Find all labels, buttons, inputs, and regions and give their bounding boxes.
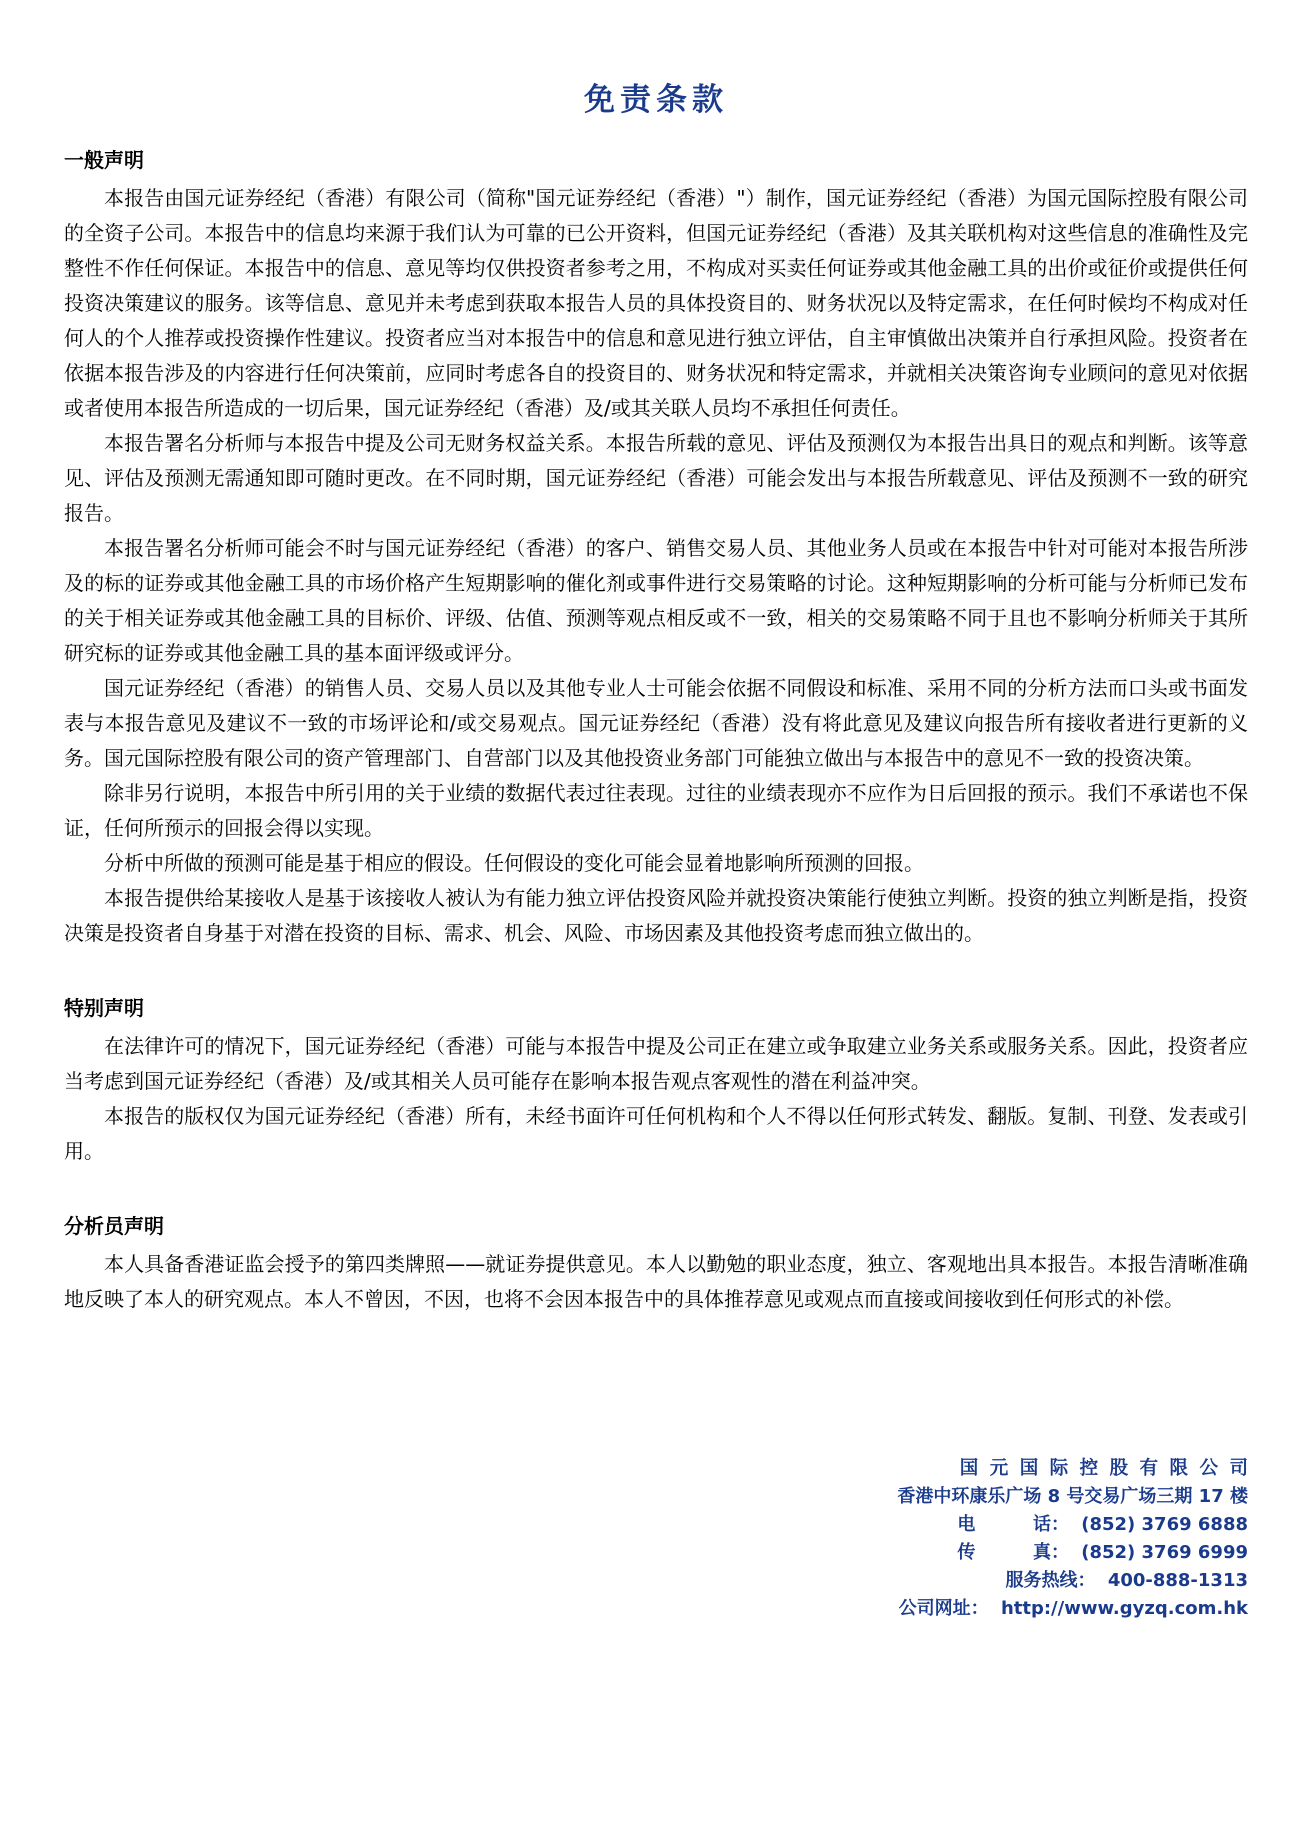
hotline-number: 400-888-1313	[1107, 1570, 1248, 1591]
paragraph: 本人具备香港证监会授予的第四类牌照——就证券提供意见。本人以勤勉的职业态度，独立、客观地出具本报告。本报告清晰准确地反映了本人的研究观点。本人不曾因，不因，也将不会因本报告中的具体推荐意见或观点而直接或间接收到任何形式的补偿。	[64, 1252, 1248, 1311]
fax-line	[64, 1539, 1248, 1567]
paragraph: 本报告署名分析师与本报告中提及公司无财务权益关系。本报告所载的意见、评估及预测仅为本报告出具日的观点和判断。该等意见、评估及预测无需通知即可随时更改。在不同时期，国元证券经纪（香港）可能会发出与本报告所载意见、评估及预测不一致的研究报告。	[64, 431, 1248, 525]
paragraph: 本报告由国元证券经纪（香港）有限公司（简称"国元证券经纪（香港）"）制作，国元证券经纪（香港）为国元国际控股有限公司的全资子公司。本报告中的信息均来源于我们认为可靠的已公开资料，但国元证券经纪（香港）及其关联机构对这些信息的准确性及完整性不作任何保证。本报告中的信息、意见等均仅供投资者参考之用，不构成对买卖任何证券或其他金融工具的出价或征价或提供任何投资决策建议的服务。该等信息、意见并未考虑到获取本报告人员的具体投资目的、财务状况以及特定需求，在任何时候均不构成对任何人的个人推荐或投资操作性建议。投资者应当对本报告中的信息和意见进行独立评估，自主审慎做出决策并自行承担风险。投资者在依据本报告涉及的内容进行任何决策前，应同时考虑各自的投资目的、财务状况和特定需求，并就相关决策咨询专业顾问的意见对依据或者使用本报告所造成的一切后果，国元证券经纪（香港）及/或其关联人员均不承担任何责任。	[64, 186, 1248, 420]
section-general-statement	[64, 145, 1248, 951]
page-title: 免责条款	[584, 82, 728, 118]
phone-line	[64, 1511, 1248, 1539]
paragraph: 本报告署名分析师可能会不时与国元证券经纪（香港）的客户、销售交易人员、其他业务人员或在本报告中针对可能对本报告所涉及的标的证券或其他金融工具的市场价格产生短期影响的催化剂或事件进行交易策略的讨论。这种短期影响的分析可能与分析师已发布的关于相关证券或其他金融工具的目标价、评级、估值、预测等观点相反或不一致，相关的交易策略不同于且也不影响分析师关于其所研究标的证券或其他金融工具的基本面评级或评分。	[64, 536, 1248, 665]
company-footer	[64, 1455, 1260, 1623]
phone-label	[957, 1511, 1069, 1539]
paragraph: 在法律许可的情况下，国元证券经纪（香港）可能与本报告中提及公司正在建立或争取建立业务关系或服务关系。因此，投资者应当考虑到国元证券经纪（香港）及/或其相关人员可能存在影响本报告观点客观性的潜在利益冲突。	[64, 1034, 1248, 1093]
phone-label-right: 话：	[1032, 1514, 1069, 1535]
paragraph: 分析中所做的预测可能是基于相应的假设。任何假设的变化可能会显着地影响所预测的回报。	[104, 851, 924, 875]
fax-label-right: 真：	[1032, 1542, 1069, 1563]
phone-label-left: 电	[957, 1514, 976, 1535]
paragraph: 本报告提供给某接收人是基于该接收人被认为有能力独立评估投资风险并就投资决策能行使独立判断。投资的独立判断是指，投资决策是投资者自身基于对潜在投资的目标、需求、机会、风险、市场因素及其他投资考虑而独立做出的。	[64, 886, 1248, 945]
section-special-statement	[64, 993, 1248, 1169]
section-analyst-statement	[64, 1211, 1248, 1317]
section-heading-analyst: 分析员声明	[64, 1214, 164, 1238]
hotline-label: 服务热线：	[1005, 1570, 1096, 1591]
paragraph: 除非另行说明，本报告中所引用的关于业绩的数据代表过往表现。过往的业绩表现亦不应作为日后回报的预示。我们不承诺也不保证，任何所预示的回报会得以实现。	[64, 781, 1248, 840]
paragraph: 国元证券经纪（香港）的销售人员、交易人员以及其他专业人士可能会依据不同假设和标准、采用不同的分析方法而口头或书面发表与本报告意见及建议不一致的市场评论和/或交易观点。国元证券经纪（香港）没有将此意见及建议向报告所有接收者进行更新的义务。国元国际控股有限公司的资产管理部门、自营部门以及其他投资业务部门可能独立做出与本报告中的意见不一致的投资决策。	[64, 676, 1248, 770]
fax-number: (852) 3769 6999	[1081, 1542, 1248, 1563]
phone-number: (852) 3769 6888	[1081, 1514, 1248, 1535]
website-link[interactable]: http://www.gyzq.com.hk	[1000, 1598, 1248, 1619]
fax-label	[957, 1539, 1069, 1567]
website-line	[64, 1595, 1248, 1623]
fax-label-left: 传	[957, 1542, 976, 1563]
section-heading-general: 一般声明	[64, 148, 144, 172]
paragraph: 本报告的版权仅为国元证券经纪（香港）所有，未经书面许可任何机构和个人不得以任何形式转发、翻版。复制、刊登、发表或引用。	[64, 1104, 1248, 1163]
section-heading-special: 特别声明	[64, 996, 144, 1020]
company-name: 国元国际控股有限公司	[959, 1458, 1260, 1479]
website-label: 公司网址：	[898, 1598, 989, 1619]
hotline-line	[64, 1567, 1248, 1595]
company-address: 香港中环康乐广场 8 号交易广场三期 17 楼	[897, 1486, 1248, 1507]
